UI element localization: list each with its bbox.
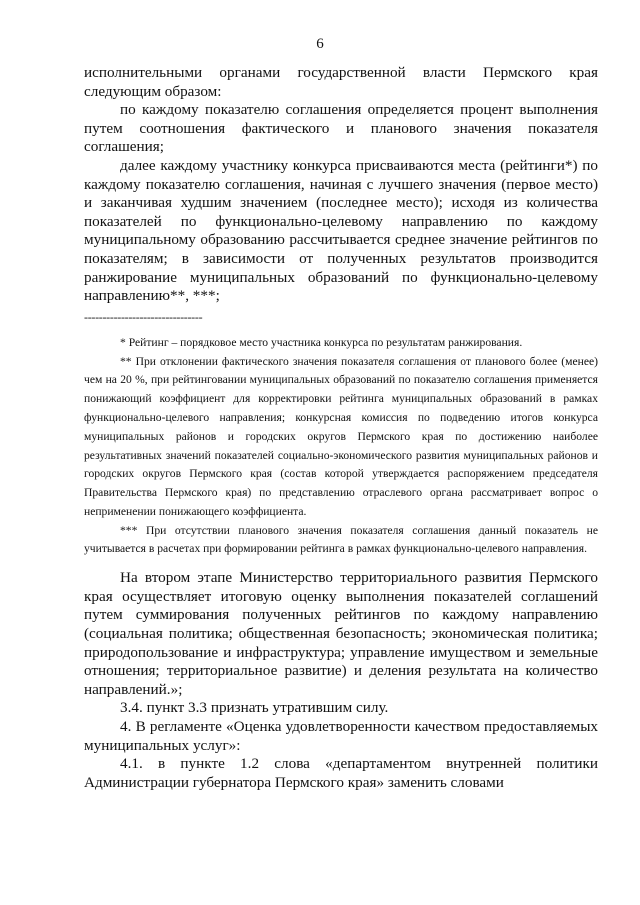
paragraph-item-4: 4. В регламенте «Оценка удовлетворенности качеством предоставляемых муниципальных услуг»: [84,718,598,754]
paragraph-item-3-4: 3.4. пункт 3.3 признать утратившим силу. [120,699,389,717]
footnote-no-plan: *** При отсутствии планового значения показателя соглашения данный показатель не учитывается в расчетах при формировании рейтинга в рамках функционально-целевого направления. [84,523,598,556]
paragraph-continuation: исполнительными органами государственной власти Пермского края следующим образом: [84,64,598,100]
footnote-rating: * Рейтинг – порядковое место участника конкурса по результатам ранжирования. [120,335,523,349]
paragraph-percent-method: по каждому показателю соглашения определяется процент выполнения путем соотношения фактического и планового значения показателя соглашения; [84,101,598,156]
footnote-deviation: ** При отклонении фактического значения показателя соглашения от планового более (менее) чем на 20 %, при рейтинговании муниципальных образований по показателю соглашения применяется понижающий коэффициент для корректировки рейтинга муниципальных образований в рамках функционально-целевого направления; конкурсная комиссия по подведению итогов конкурса муниципальных районов и городских округов Пермского края по достижению наиболее результативных значений показателей социально-экономического развития муниципальных районов и городских округов Пермского края (состав которой утверждается распоряжением председателя Правительства Пермского края) по представлению отраслевого органа рассматривает вопрос о неприменении понижающего коэффициента. [84,354,598,518]
document-body [84,64,598,792]
paragraph-rating-method: далее каждому участнику конкурса присваиваются места (рейтинги*) по каждому показателю соглашения, начиная с лучшего значения (первое место) и заканчивая худшим значением (последнее место); исходя из количества показателей по функционально-целевому направлению по каждому муниципальному образованию рассчитывается среднее значение рейтингов по показателям; в зависимости от полученных результатов производится ранжирование муниципальных образований по функционально-целевому направлению**, ***; [84,156,598,305]
paragraph-second-stage: На втором этапе Министерство территориального развития Пермского края осуществляет итоговую оценку выполнения показателей соглашений путем суммирования полученных рейтингов по каждому направлению (социальная политика; общественная безопасность; экономическая политика; природопользование и инфраструктура; управление имуществом и земельные отношения; территориальное развитие) и деления результата на количество направлений.»; [84,569,598,698]
page-number: 6 [316,36,324,52]
footnote-separator: -------------------------------- [84,309,203,324]
paragraph-item-4-1: 4.1. в пункте 1.2 слова «департаментом внутренней политики Администрации губернатора Пермского края» заменить словами [84,755,598,791]
